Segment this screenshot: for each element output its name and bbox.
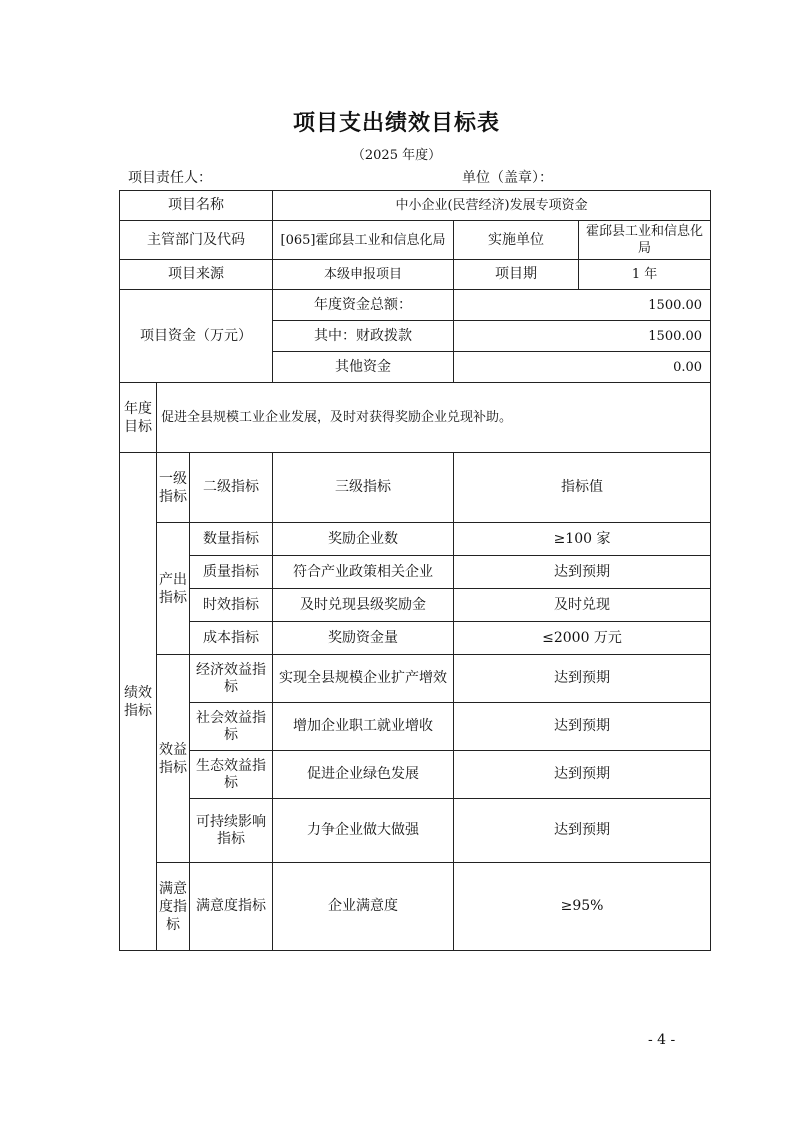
level2-cell: 社会效益指标 [190,703,273,751]
table-row [120,191,711,221]
level3-cell: 奖励资金量 [273,622,454,655]
indicator-value: 及时兑现 [454,589,711,622]
page-number: - 4 - [648,1032,676,1048]
other-funds-value: 0.00 [454,352,711,383]
indicator-value: 达到预期 [454,655,711,703]
table-row [120,556,711,589]
benefit-indicators-label: 效益指标 [157,655,190,863]
project-source-label: 项目来源 [120,260,273,290]
annual-goal-text: 促进全县规模工业企业发展，及时对获得奖励企业兑现补助。 [157,383,711,453]
table-row [120,290,711,321]
level3-cell: 及时兑现县级奖励金 [273,589,454,622]
other-funds-label: 其他资金 [273,352,454,383]
level3-header: 三级指标 [273,453,454,523]
table-row [120,703,711,751]
level2-header: 二级指标 [190,453,273,523]
table-row [120,751,711,799]
value-header: 指标值 [454,453,711,523]
responsible-person-label: 项目责任人： [128,170,212,186]
fiscal-allocation-value: 1500.00 [454,321,711,352]
indicator-value: ≥100 家 [454,523,711,556]
level3-cell: 实现全县规模企业扩产增效 [273,655,454,703]
table-row [120,260,711,290]
level2-cell: 成本指标 [190,622,273,655]
indicator-value: ≤2000 万元 [454,622,711,655]
table-row [120,221,711,260]
level2-cell: 经济效益指标 [190,655,273,703]
implementing-unit-label: 实施单位 [454,221,579,260]
level3-cell: 企业满意度 [273,863,454,951]
indicator-value: ≥95% [454,863,711,951]
indicator-value: 达到预期 [454,751,711,799]
level2-cell: 满意度指标 [190,863,273,951]
annual-goal-label: 年度目标 [120,383,157,453]
level3-cell: 促进企业绿色发展 [273,751,454,799]
department-value: [065]霍邱县工业和信息化局 [273,221,454,260]
table-row [120,589,711,622]
level3-cell: 奖励企业数 [273,523,454,556]
level3-cell: 力争企业做大做强 [273,799,454,863]
indicator-value: 达到预期 [454,556,711,589]
level2-cell: 数量指标 [190,523,273,556]
project-period-label: 项目期 [454,260,579,290]
year-label: （2025 年度） [351,148,442,163]
level2-cell: 质量指标 [190,556,273,589]
table-row [120,383,711,453]
performance-target-table [119,190,711,951]
level3-cell: 增加企业职工就业增收 [273,703,454,751]
level2-cell: 可持续影响指标 [190,799,273,863]
project-name-value: 中小企业(民营经济)发展专项资金 [273,191,711,221]
table-row [120,523,711,556]
level1-header: 一级指标 [157,453,190,523]
implementing-unit-value: 霍邱县工业和信息化局 [579,221,711,260]
project-name-label: 项目名称 [120,191,273,221]
table-row [120,655,711,703]
level3-cell: 符合产业政策相关企业 [273,556,454,589]
table-row [120,453,711,523]
project-funds-label: 项目资金（万元） [120,290,273,383]
performance-indicators-label: 绩效指标 [120,453,157,951]
unit-seal-label: 单位（盖章）： [462,170,553,186]
indicator-value: 达到预期 [454,799,711,863]
satisfaction-indicators-label: 满意度指标 [157,863,190,951]
table-row [120,863,711,951]
table-row [120,799,711,863]
level2-cell: 生态效益指标 [190,751,273,799]
output-indicators-label: 产出指标 [157,523,190,655]
department-label: 主管部门及代码 [120,221,273,260]
page-title: 项目支出绩效目标表 [292,111,500,136]
annual-total-label: 年度资金总额： [273,290,454,321]
project-period-value: 1 年 [579,260,711,290]
annual-total-value: 1500.00 [454,290,711,321]
level2-cell: 时效指标 [190,589,273,622]
indicator-value: 达到预期 [454,703,711,751]
table-row [120,622,711,655]
fiscal-allocation-label: 其中：财政拨款 [273,321,454,352]
project-source-value: 本级申报项目 [273,260,454,290]
